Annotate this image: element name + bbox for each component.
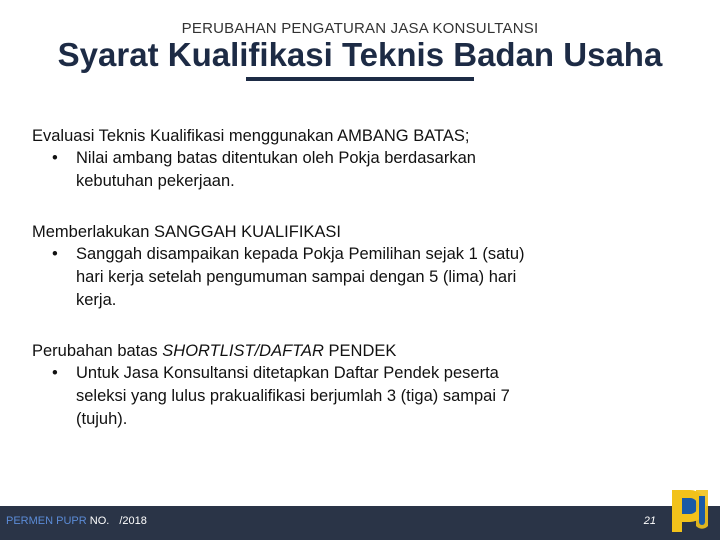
bullet-icon: • xyxy=(52,364,58,382)
footer-bar xyxy=(0,506,720,540)
bullet-text: Untuk Jasa Konsultansi ditetapkan Daftar Pendek peserta seleksi yang lulus prakualifikasi berjumlah 3 (tiga) sampai 7 (tujuh). xyxy=(76,364,510,428)
slide-title: Syarat Kualifikasi Teknis Badan Usaha xyxy=(57,36,663,73)
title-underline xyxy=(246,77,474,81)
section-evaluasi xyxy=(32,125,552,193)
regulation-highlight: PERMEN PUPR xyxy=(6,515,87,527)
regulation-no: NO. xyxy=(86,515,110,527)
bullet-icon: • xyxy=(52,245,58,263)
section-heading xyxy=(32,340,552,362)
regulation-year: /2018 xyxy=(119,515,147,527)
section-sanggah xyxy=(32,221,552,312)
bullet-icon: • xyxy=(52,149,58,167)
pupr-logo-icon xyxy=(668,486,714,536)
page-number: 21 xyxy=(643,515,656,527)
bullet-text: Sanggah disampaikan kepada Pokja Pemilihan sejak 1 (satu) hari kerja setelah pengumuman sampai dengan 5 (lima) hari kerja. xyxy=(76,245,525,309)
bullet-item xyxy=(52,147,552,193)
section-heading: Memberlakukan SANGGAH KUALIFIKASI xyxy=(32,223,342,241)
slide-content xyxy=(32,125,552,459)
section-heading: Evaluasi Teknis Kualifikasi menggunakan AMBANG BATAS; xyxy=(32,127,470,145)
footer-regulation xyxy=(6,515,147,527)
slide-supertitle: PERUBAHAN PENGATURAN JASA KONSULTANSI xyxy=(181,20,539,37)
heading-prefix: Perubahan batas xyxy=(32,342,163,360)
heading-italic: SHORTLIST/DAFTAR xyxy=(162,342,324,360)
bullet-text: Nilai ambang batas ditentukan oleh Pokja berdasarkan kebutuhan pekerjaan. xyxy=(76,149,476,190)
section-shortlist xyxy=(32,340,552,431)
bullet-item xyxy=(52,362,552,431)
heading-suffix: PENDEK xyxy=(323,342,397,360)
bullet-item xyxy=(52,243,552,312)
